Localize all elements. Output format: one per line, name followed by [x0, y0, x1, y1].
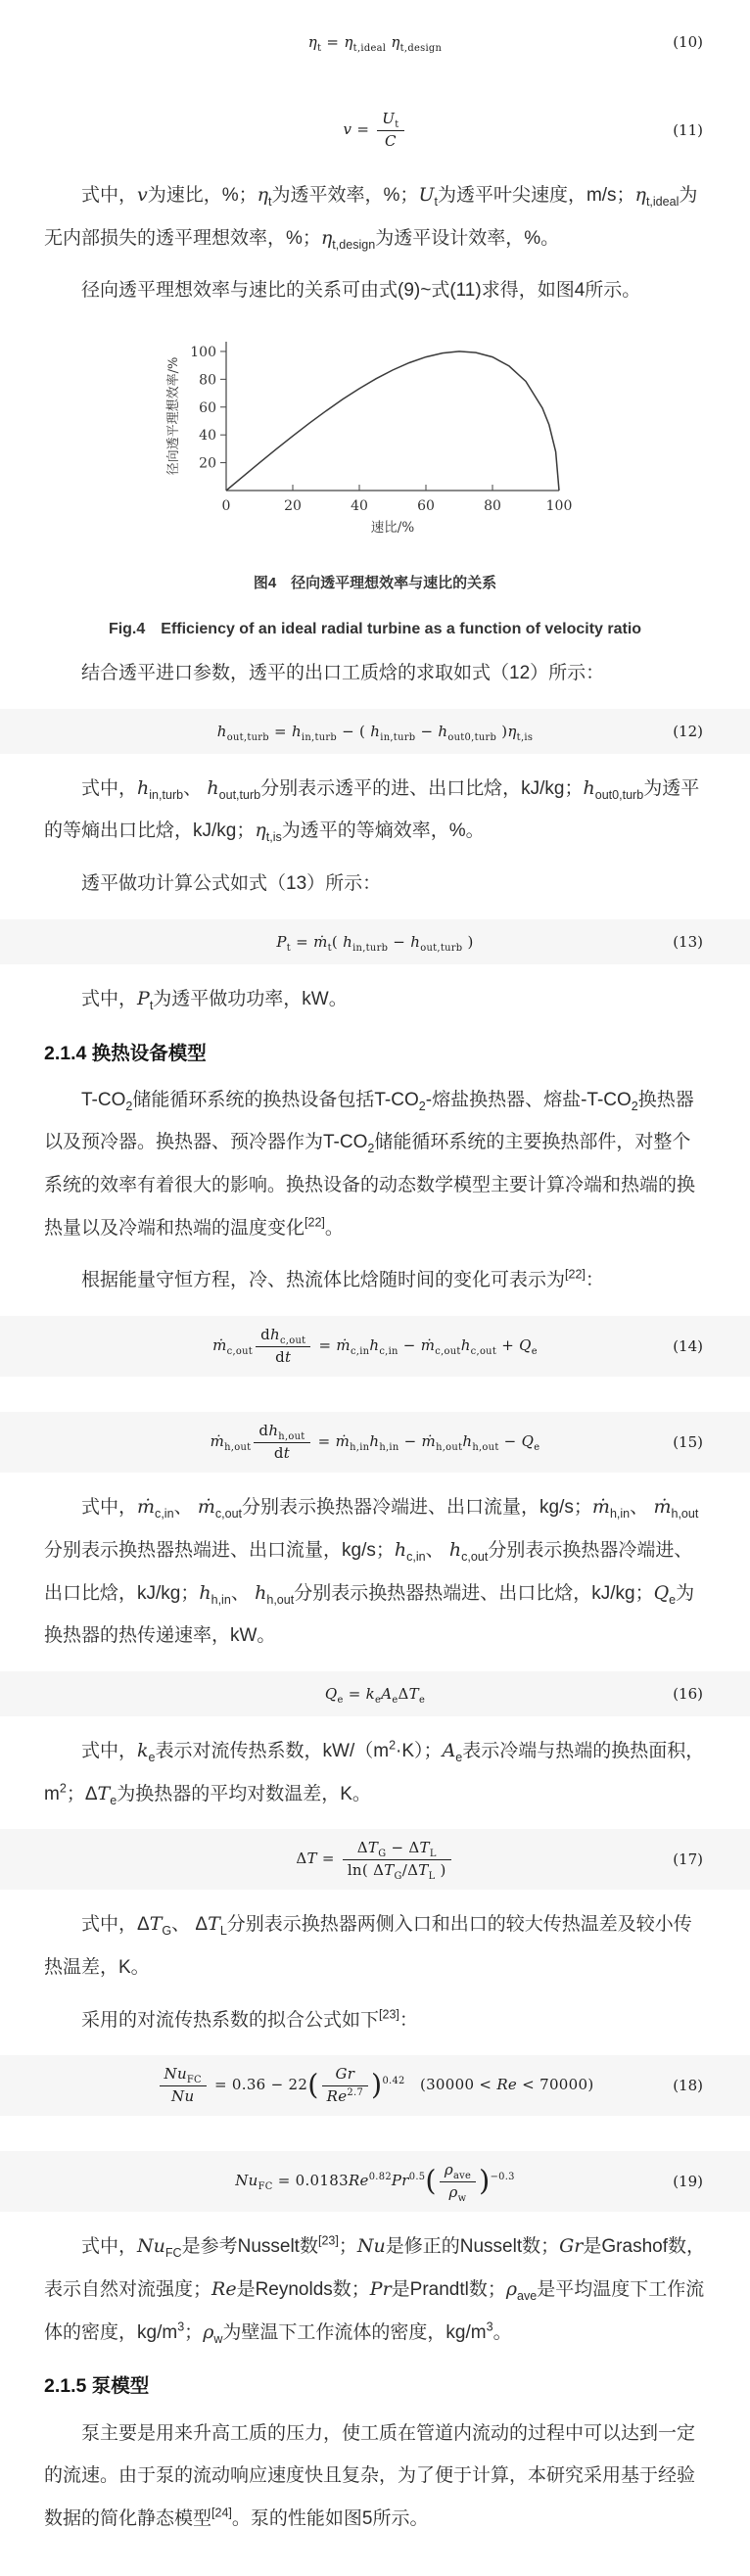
equation-17	[0, 1829, 750, 1890]
paragraph-pump-body: 泵主要是用来升高工质的压力，使工质在管道内流动的过程中可以达到一定的流速。由于泵的流动响应速度快且复杂，为了便于计算，本研究采用基于经验数据的简化静态模型[24]。泵的性能如图5所示。	[44, 2422, 696, 2529]
paragraph-heat-exchanger-body: $T-CO_2$储能循环系统的换热设备包括$T-CO_2-$熔盐换热器、熔盐$-T-CO_2$换热器以及预冷器。换热器、预冷器作为$T-CO_2$储能循环系统的主要换热部件，对整个系统的效率有着很大的影响。换热设备的动态数学模型主要计算冷端和热端的换热量以及冷端和热端的温度变化[22]。	[44, 1089, 696, 1239]
equation-16	[0, 1671, 750, 1716]
equation-10	[0, 20, 750, 65]
equation-12-body: $h_{out,turb} = h_{in,turb}$ − ( $h_{in,turb} - h_{out0,turb}$ )$\eta_{t,is}$	[216, 722, 534, 743]
svg-text:0: 0	[221, 498, 231, 515]
equation-11-number: (11)	[673, 121, 703, 139]
equation-18-number: (18)	[673, 2077, 703, 2095]
paragraph-work-intro: 透平做功计算公式如式（13）所示：	[81, 873, 382, 895]
equation-13-number: (13)	[673, 932, 703, 951]
section-heading-2-1-5: 2.1.5 泵模型	[44, 2375, 150, 2398]
equation-15	[0, 1412, 750, 1473]
equation-16-number: (16)	[673, 1684, 703, 1703]
equation-17-number: (17)	[673, 1850, 703, 1869]
equation-16-body: $Q_e = k_eA_e\Delta T_e$	[324, 1684, 426, 1706]
figure4-caption-zh: 图4 径向透平理想效率与速比的关系	[253, 575, 497, 592]
equation-19-number: (19)	[673, 2173, 703, 2191]
figure4-caption-en: Fig.4 Efficiency of an ideal radial turbine as a function of velocity ratio	[108, 621, 642, 638]
figure4	[0, 328, 750, 638]
equation-14	[0, 1316, 750, 1377]
svg-text:100: 100	[190, 345, 216, 361]
svg-text:60: 60	[417, 498, 435, 515]
figure4-caption	[0, 572, 750, 638]
equation-19-body: $Nu_{FC} = 0.0183Re^{0.82}Pr^{0.5}$( $\frac{\rho_{ave}}{\rho_w}$ )$^{-0.3}$	[235, 2161, 515, 2204]
paragraph-enthalpy-outlet-intro: 结合透平进口参数，透平的出口工质焓的求取如式（12）所示：	[81, 663, 605, 684]
svg-text:速比/%: 速比/%	[370, 520, 415, 537]
equation-10-body: $\eta_t = \eta_{t,ideal}$ $\eta_{t,design}$	[307, 33, 443, 54]
equation-17-body: ΔT = $\frac{\Delta T_G - \Delta T_L}{\ln( \Delta T_G/\Delta T_L )}$	[296, 1839, 453, 1880]
svg-text:60: 60	[199, 399, 216, 416]
paragraph-work-symbols: 式中，$P_t$为透平做功功率，kW。	[81, 987, 348, 1012]
equation-19	[0, 2151, 750, 2212]
svg-text:20: 20	[284, 498, 302, 515]
svg-text:40: 40	[351, 498, 368, 515]
paragraph-energy-conservation-intro: 根据能量守恒方程，冷、热流体比焓随时间的变化可表示为[22]：	[81, 1268, 604, 1291]
equation-10-number: (10)	[673, 33, 703, 51]
figure4-chart	[0, 328, 750, 546]
equation-12	[0, 709, 750, 754]
svg-text:80: 80	[199, 372, 216, 389]
paragraph-heat-transfer-symbols: 式中，$k_e$表示对流传热系数，$kW/(m^2\cdot K)$；$A_e$表示冷端与热端的换热面积，$m^2$；$\Delta T_e$为换热器的平均对数温差，K。	[44, 1738, 705, 1807]
equation-18-body: $\frac{Nu_{FC}}{Nu}$ = 0.36 − 22( $\frac{Gr}{Re^{2.7}}$ )$^{0.42}$ (30000 < Re < 70000)	[157, 2065, 594, 2106]
equation-12-number: (12)	[673, 722, 703, 740]
equation-15-body: ṁ$_{h,out}$ $\frac{dh_{h,out}}{dt}$ = $ṁ_{h,in}h_{h,in}$ − $ṁ_{h,out}h_{h,out} - Q_e$	[210, 1422, 540, 1462]
paragraph-nusselt-symbols: 式中，$Nu_{FC}$是参考Nusselt数[23]；Nu是修正的Nusselt数；Gr是Grashof数，表示自然对流强度；Re是Reynolds数；Pr是Prandtl数；$\rho_{ave}$是平均温度下工作流体的密度，$kg/m^3$；$\rho_w$为壁温下工作流体的密度，$kg/m^3$。	[44, 2233, 705, 2346]
paragraph-fig4-reference: 径向透平理想效率与速比的关系可由式(9)~式(11)求得，如图4所示。	[81, 280, 641, 302]
paragraph-flow-symbols: 式中，ṁ$_{c,in}$、 ṁ$_{c,out}$分别表示换热器冷端进、出口流量，kg/s；ṁ$_{h,in}$、 ṁ$_{h,out}$分别表示换热器热端进、出口流量，kg/s；$h_{c,in}$、 $h_{c,out}$分别表示换热器冷端进、出口比焓，kJ/kg；$h_{h,in}$、 $h_{h,out}$分别表示换热器热端进、出口比焓，kJ/kg；$Q_e$为换热器的热传递速率，kW。	[44, 1496, 699, 1647]
equation-11	[0, 100, 750, 161]
equation-14-number: (14)	[673, 1337, 703, 1356]
equation-11-body: v = $\frac{U_t}{C}$	[343, 110, 406, 151]
equation-13-body: $P_t$ = ṁ$_t$( $h_{in,turb} - h_{out,turb}$ )	[276, 932, 474, 954]
equation-14-body: ṁ$_{c,out}$ $\frac{dh_{c,out}}{dt}$ = $ṁ_{c,in}h_{c,in}$ − $ṁ_{c,out}h_{c,out} + Q_e$	[212, 1326, 538, 1366]
svg-text:100: 100	[545, 498, 573, 515]
paragraph-velocity-symbols: 式中，v为速比，%；$\eta_t$为透平效率，%；$U_t$为透平叶尖速度，m/s；$\eta_{t,ideal}$为无内部损失的透平理想效率，%；$\eta_{t,design}$为透平设计效率，%。	[44, 184, 698, 252]
paragraph-lmtd-symbols: 式中，$\Delta T_G$、 $\Delta T_L$分别表示换热器两侧入口和出口的较大传热温差及较小传热温差，K。	[44, 1913, 692, 1978]
equation-18	[0, 2055, 750, 2116]
paragraph-correlation-intro: 采用的对流传热系数的拟合公式如下[23]：	[81, 2007, 418, 2031]
svg-text:20: 20	[199, 455, 216, 472]
svg-text:径向透平理想效率/%: 径向透平理想效率/%	[166, 356, 181, 476]
section-heading-2-1-4: 2.1.4 换热设备模型	[44, 1042, 207, 1064]
svg-text:80: 80	[484, 498, 501, 515]
equation-15-number: (15)	[673, 1433, 703, 1452]
equation-13	[0, 919, 750, 964]
svg-text:40: 40	[199, 428, 216, 445]
paragraph-enthalpy-symbols: 式中，$h_{in,turb}$、 $h_{out,turb}$分别表示透平的进、出口比焓，kJ/kg；$h_{out0,turb}$为透平的等熵出口比焓，kJ/kg；$\eta_{t,is}$为透平的等熵效率，%。	[44, 776, 700, 845]
